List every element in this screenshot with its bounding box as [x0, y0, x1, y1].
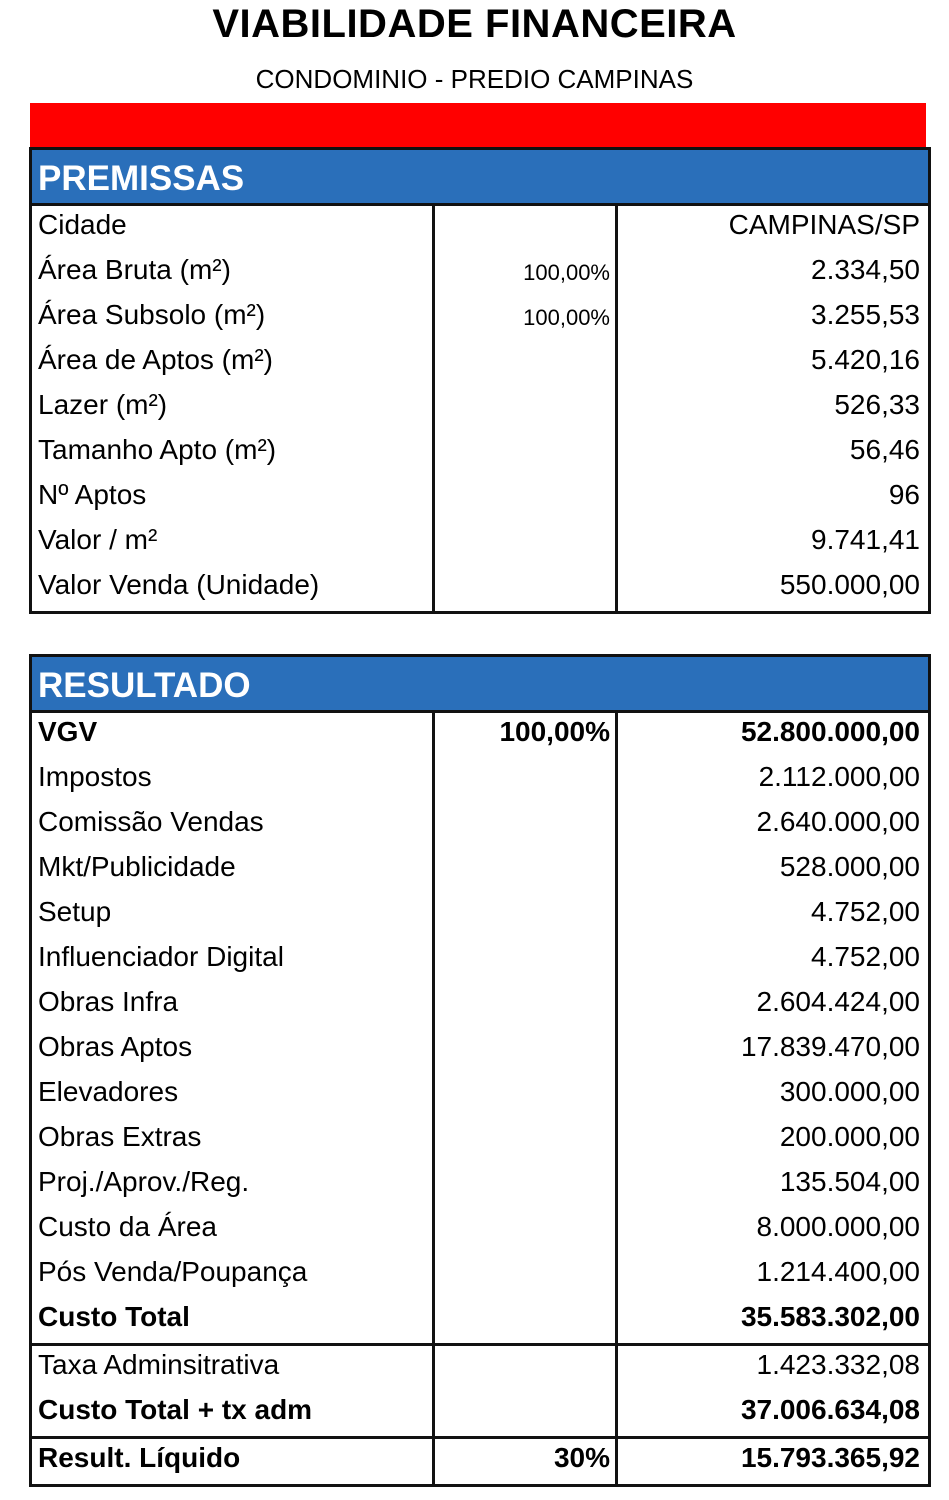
- row-label: Lazer (m²): [38, 389, 168, 420]
- row-label: Influenciador Digital: [38, 941, 284, 972]
- row-label: Área Subsolo (m²): [38, 299, 266, 330]
- row-value: 5.420,16: [811, 344, 920, 375]
- row-label: Comissão Vendas: [38, 806, 264, 837]
- table-row: [32, 251, 928, 296]
- table-row: [32, 803, 928, 848]
- row-label: Obras Extras: [38, 1121, 202, 1152]
- row-value: 15.793.365,92: [740, 1442, 920, 1473]
- table-row: [32, 476, 928, 521]
- row-label: Nº Aptos: [38, 479, 147, 510]
- row-label: Custo da Área: [38, 1211, 217, 1242]
- resultado-table: [29, 654, 931, 1487]
- row-percent: 100,00%: [523, 260, 610, 285]
- row-value: 300.000,00: [779, 1076, 920, 1107]
- table-row: [32, 521, 928, 566]
- resultado-header: RESULTADO: [32, 657, 928, 713]
- row-value: 52.800.000,00: [740, 716, 920, 747]
- table-row: [32, 1028, 928, 1073]
- row-label: Obras Aptos: [38, 1031, 193, 1062]
- row-label: Result. Líquido: [38, 1442, 241, 1473]
- row-value: CAMPINAS/SP: [728, 209, 920, 240]
- row-label: Valor Venda (Unidade): [38, 569, 320, 600]
- table-row: [32, 431, 928, 476]
- row-label: Valor / m²: [38, 524, 158, 555]
- row-value: 4.752,00: [811, 896, 920, 927]
- row-value: 200.000,00: [779, 1121, 920, 1152]
- row-value: 2.112.000,00: [758, 761, 920, 792]
- table-row-vgv: [32, 713, 928, 758]
- row-percent: 100,00%: [523, 305, 610, 330]
- row-value: 96: [888, 479, 920, 510]
- row-label: Impostos: [38, 761, 152, 792]
- row-label: Pós Venda/Poupança: [38, 1256, 308, 1287]
- resultado-body: [32, 713, 928, 1484]
- table-row: [32, 1073, 928, 1118]
- table-row: [32, 341, 928, 386]
- table-row: [32, 386, 928, 431]
- row-value: 37.006.634,08: [740, 1394, 920, 1425]
- row-label: Mkt/Publicidade: [38, 851, 236, 882]
- row-value: 2.640.000,00: [756, 806, 920, 837]
- table-row-custo-total-tx-adm: [32, 1391, 928, 1436]
- table-row: [32, 296, 928, 341]
- row-value: 550.000,00: [779, 569, 920, 600]
- table-row: [32, 1163, 928, 1208]
- row-value: 17.839.470,00: [740, 1031, 920, 1062]
- row-value: 3.255,53: [811, 299, 920, 330]
- row-label: Custo Total: [38, 1301, 190, 1332]
- row-value: 528.000,00: [779, 851, 920, 882]
- row-label: Obras Infra: [38, 986, 179, 1017]
- row-label: VGV: [38, 716, 98, 747]
- row-label: Tamanho Apto (m²): [38, 434, 277, 465]
- premissas-table: [29, 147, 931, 614]
- row-label: Proj./Aprov./Reg.: [38, 1166, 250, 1197]
- table-row: [32, 1253, 928, 1298]
- row-value: 8.000.000,00: [756, 1211, 920, 1242]
- table-row-custo-total: [32, 1298, 928, 1343]
- table-row: [32, 206, 928, 251]
- table-row: [32, 1118, 928, 1163]
- table-row: [32, 1208, 928, 1253]
- row-label: Custo Total + tx adm: [38, 1394, 313, 1425]
- table-row: [32, 758, 928, 803]
- red-banner: [30, 103, 926, 147]
- table-row: [32, 1343, 928, 1391]
- row-value: 2.334,50: [811, 254, 920, 285]
- table-row-resultado-liquido: [32, 1436, 928, 1484]
- row-label: Área de Aptos (m²): [38, 344, 273, 375]
- row-label: Taxa Adminsitrativa: [38, 1349, 280, 1380]
- table-row: [32, 566, 928, 611]
- premissas-body: [32, 206, 928, 611]
- table-row: [32, 938, 928, 983]
- row-value: 135.504,00: [779, 1166, 920, 1197]
- row-label: Setup: [38, 896, 112, 927]
- row-percent: 100,00%: [499, 716, 610, 747]
- row-value: 4.752,00: [811, 941, 920, 972]
- premissas-header: PREMISSAS: [32, 150, 928, 206]
- row-value: 35.583.302,00: [740, 1301, 920, 1332]
- page-subtitle: CONDOMINIO - PREDIO CAMPINAS: [255, 64, 694, 94]
- row-value: 2.604.424,00: [756, 986, 920, 1017]
- table-row: [32, 893, 928, 938]
- row-value: 526,33: [834, 389, 920, 420]
- row-value: 1.214.400,00: [756, 1256, 920, 1287]
- row-percent: 30%: [553, 1442, 610, 1473]
- row-label: Cidade: [38, 209, 127, 240]
- page-title: VIABILIDADE FINANCEIRA: [212, 2, 737, 46]
- row-label: Área Bruta (m²): [38, 254, 231, 285]
- row-value: 9.741,41: [811, 524, 920, 555]
- row-label: Elevadores: [38, 1076, 179, 1107]
- row-value: 1.423.332,08: [756, 1349, 920, 1380]
- table-row: [32, 848, 928, 893]
- table-row: [32, 983, 928, 1028]
- row-value: 56,46: [849, 434, 920, 465]
